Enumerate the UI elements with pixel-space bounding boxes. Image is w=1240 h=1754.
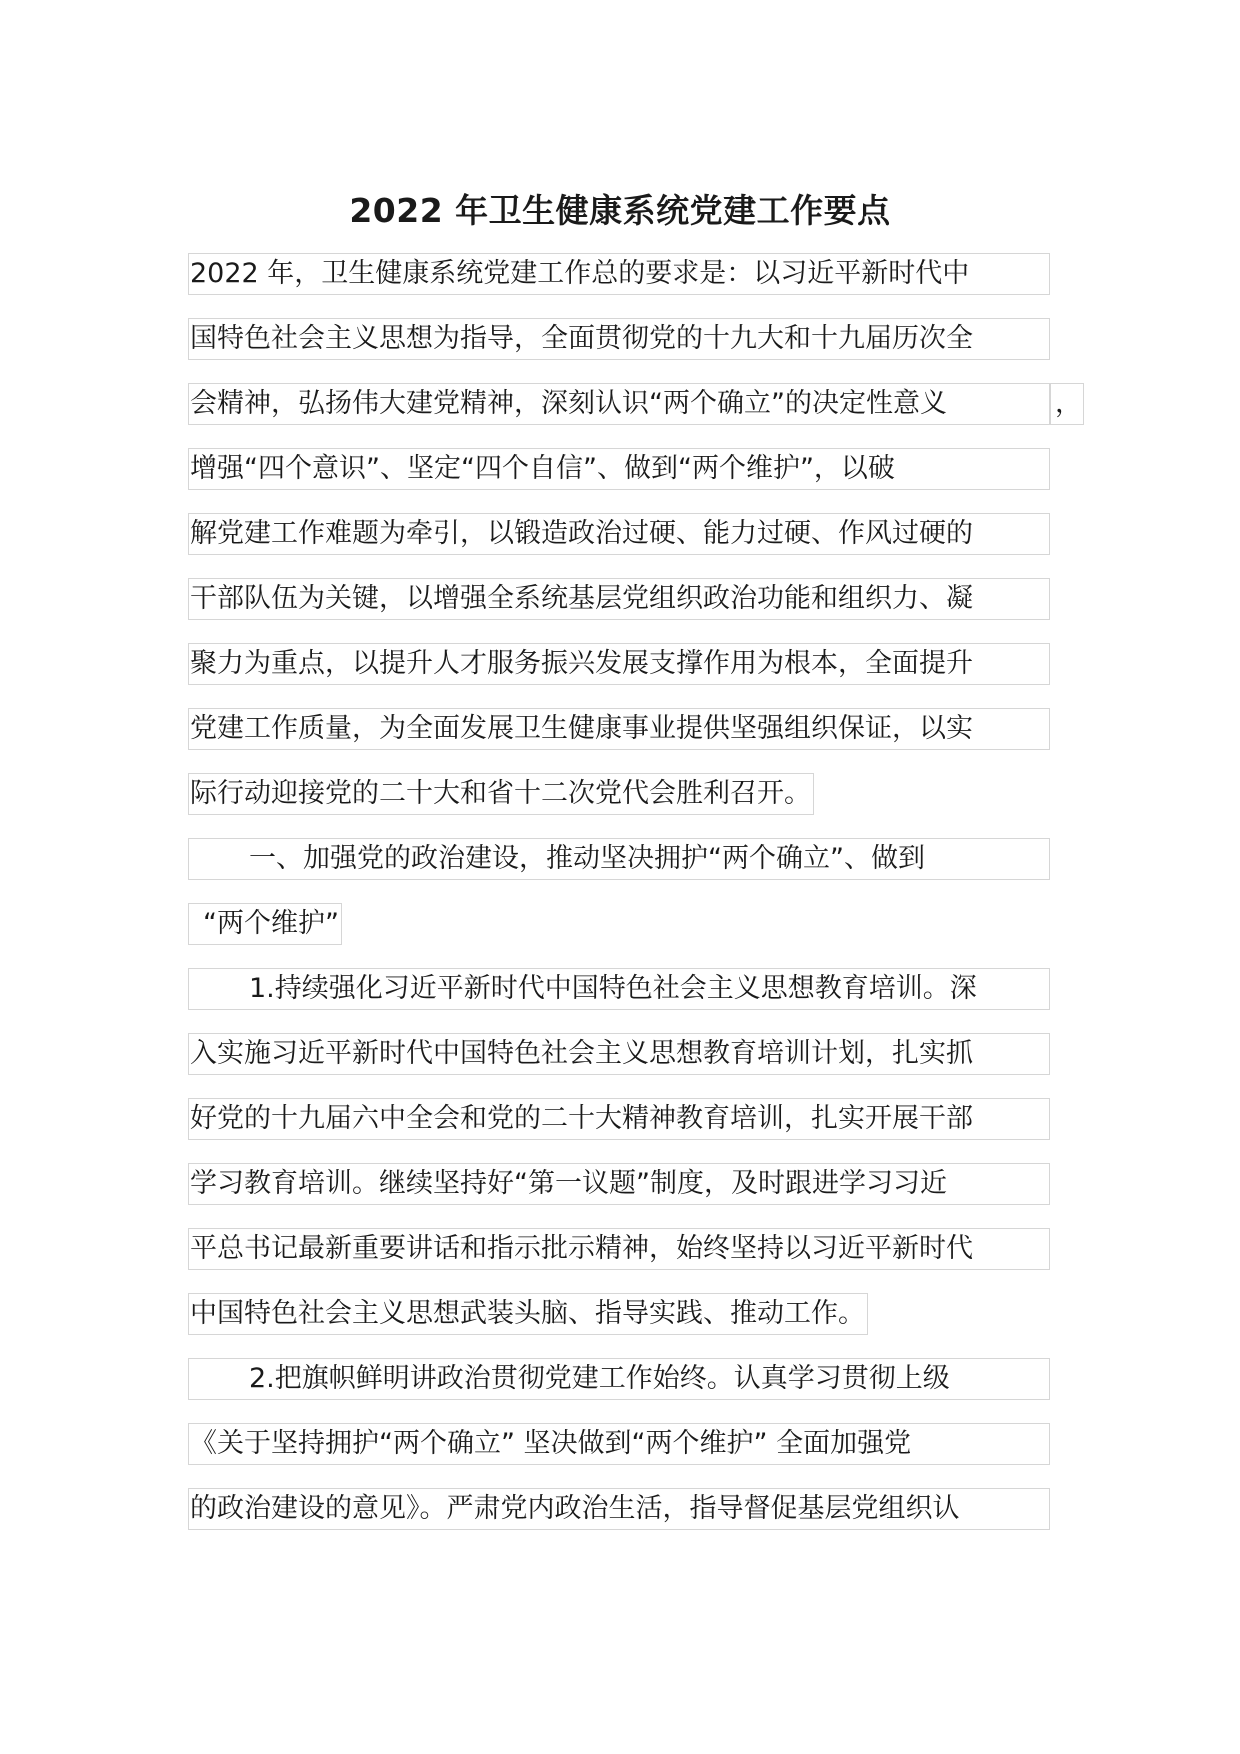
line-text: 会精神，弘扬伟大建党精神，深刻认识“两个确立”的决定性意义 — [188, 383, 1050, 425]
text-line — [188, 643, 1088, 708]
line-text: 中国特色社会主义思想武装头脑、指导实践、推动工作。 — [188, 1293, 868, 1335]
text-line — [188, 968, 1088, 1033]
text-line — [188, 578, 1088, 643]
line-text: 解党建工作难题为牵引，以锻造政治过硬、能力过硬、作风过硬的 — [188, 513, 1050, 555]
text-line — [188, 1358, 1088, 1423]
line-text: 平总书记最新重要讲话和指示批示精神，始终坚持以习近平新时代 — [188, 1228, 1050, 1270]
document-body — [188, 253, 1088, 1553]
text-line — [188, 253, 1088, 318]
line-text: 入实施习近平新时代中国特色社会主义思想教育培训计划，扎实抓 — [188, 1033, 1050, 1075]
section-heading-line — [188, 903, 1088, 968]
line-text: 2.把旗帜鲜明讲政治贯彻党建工作始终。认真学习贯彻上级 — [188, 1358, 1050, 1400]
text-line — [188, 773, 1088, 838]
section-heading-line — [188, 838, 1088, 903]
line-text: 好党的十九届六中全会和党的二十大精神教育培训，扎实开展干部 — [188, 1098, 1050, 1140]
overflow-punctuation: ， — [1050, 383, 1084, 425]
line-text: 际行动迎接党的二十大和省十二次党代会胜利召开。 — [188, 773, 814, 815]
text-line — [188, 1488, 1088, 1553]
text-line — [188, 513, 1088, 578]
text-line — [188, 708, 1088, 773]
line-text: 增强“四个意识”、坚定“四个自信”、做到“两个维护”，以破 — [188, 448, 1050, 490]
text-line — [188, 1098, 1088, 1163]
section-heading-text: “两个维护” — [188, 903, 342, 945]
text-line — [188, 383, 1088, 448]
section-heading-text: 一、加强党的政治建设，推动坚决拥护“两个确立”、做到 — [188, 838, 1050, 880]
text-line — [188, 318, 1088, 383]
line-text: 学习教育培训。继续坚持好“第一议题”制度，及时跟进学习习近 — [188, 1163, 1050, 1205]
line-text: 国特色社会主义思想为指导，全面贯彻党的十九大和十九届历次全 — [188, 318, 1050, 360]
line-text: 聚力为重点，以提升人才服务振兴发展支撑作用为根本，全面提升 — [188, 643, 1050, 685]
text-line — [188, 448, 1088, 513]
line-text: 干部队伍为关键，以增强全系统基层党组织政治功能和组织力、凝 — [188, 578, 1050, 620]
line-text: 党建工作质量，为全面发展卫生健康事业提供坚强组织保证，以实 — [188, 708, 1050, 750]
line-text: 2022 年，卫生健康系统党建工作总的要求是：以习近平新时代中 — [188, 253, 1050, 295]
text-line — [188, 1033, 1088, 1098]
line-text: 1.持续强化习近平新时代中国特色社会主义思想教育培训。深 — [188, 968, 1050, 1010]
line-text: 的政治建设的意见》。严肃党内政治生活，指导督促基层党组织认 — [188, 1488, 1050, 1530]
text-line — [188, 1293, 1088, 1358]
text-line — [188, 1423, 1088, 1488]
text-line — [188, 1163, 1088, 1228]
line-text: 《关于坚持拥护“两个确立” 坚决做到“两个维护” 全面加强党 — [188, 1423, 1050, 1465]
document-title: 2022 年卫生健康系统党建工作要点 — [349, 191, 891, 230]
text-line — [188, 1228, 1088, 1293]
